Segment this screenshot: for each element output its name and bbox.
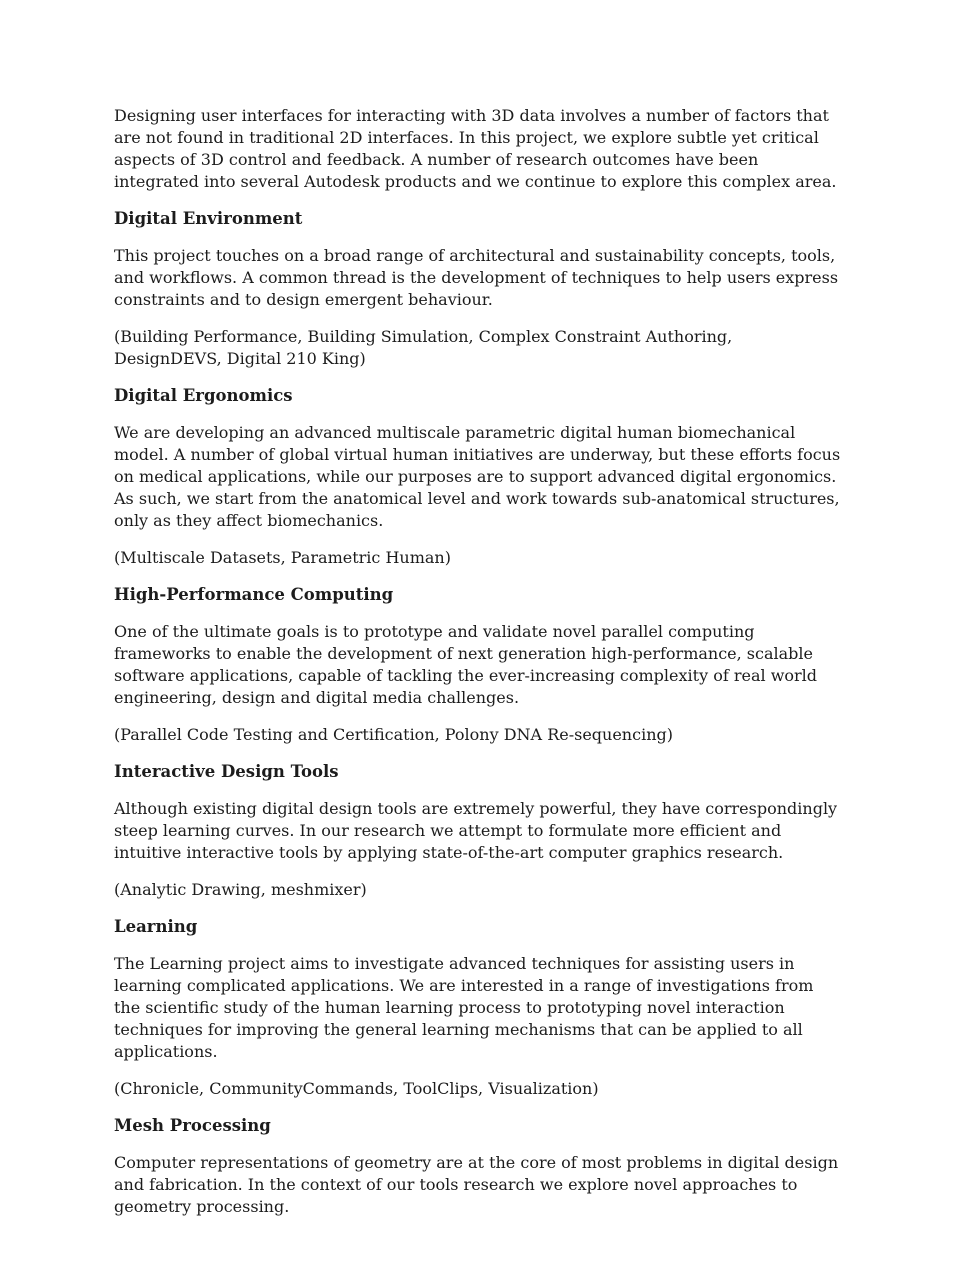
- section-title: Digital Ergonomics: [114, 386, 293, 405]
- section-body: One of the ultimate goals is to prototype and validate novel parallel computing frameworks to enable the development of next generation high-performance, scalable software applications, capable of tackling the ever-increasing complexity of real world engineering, design and digital media challenges.: [114, 622, 818, 707]
- section-digital-environment: [114, 208, 842, 370]
- section-body: We are developing an advanced multiscale parametric digital human biomechanical model. A number of global virtual human initiatives are underway, but these efforts focus on medical applications, while our purposes are to support advanced digital ergonomics. As such, we start from the anatomical level and work towards sub-anatomical structures, only as they affect biomechanics.: [114, 423, 841, 530]
- section-projects: (Chronicle, CommunityCommands, ToolClips, Visualization): [114, 1079, 599, 1098]
- section-interactive-design-tools: [114, 761, 842, 901]
- section-body: This project touches on a broad range of architectural and sustainability concepts, tools, and workflows. A common thread is the development of techniques to help users express constraints and to design emergent behaviour.: [114, 246, 839, 309]
- section-digital-ergonomics: [114, 385, 842, 569]
- section-body: Although existing digital design tools are extremely powerful, they have correspondingly steep learning curves. In our research we attempt to formulate more efficient and intuitive interactive tools by applying state-of-the-art computer graphics research.: [114, 799, 838, 862]
- section-title: Interactive Design Tools: [114, 762, 339, 781]
- section-learning: [114, 916, 842, 1100]
- section-projects: (Parallel Code Testing and Certification, Polony DNA Re-sequencing): [114, 725, 673, 744]
- section-title: Learning: [114, 917, 198, 936]
- section-title: Digital Environment: [114, 209, 303, 228]
- section-body: Computer representations of geometry are at the core of most problems in digital design and fabrication. In the context of our tools research we explore novel approaches to geometry processing.: [114, 1153, 839, 1216]
- section-mesh-processing: [114, 1115, 842, 1218]
- section-projects: (Building Performance, Building Simulation, Complex Constraint Authoring, DesignDEVS, Digital 210 King): [114, 327, 733, 368]
- section-projects: (Analytic Drawing, meshmixer): [114, 880, 367, 899]
- section-title: Mesh Processing: [114, 1116, 271, 1135]
- section-title: High-Performance Computing: [114, 585, 394, 604]
- intro-paragraph: Designing user interfaces for interacting with 3D data involves a number of factors that are not found in traditional 2D interfaces. In this project, we explore subtle yet critical aspects of 3D control and feedback. A number of research outcomes have been integrated into several Autodesk products and we continue to explore this complex area.: [114, 106, 837, 191]
- section-high-performance-computing: [114, 584, 842, 746]
- section-body: The Learning project aims to investigate advanced techniques for assisting users in learning complicated applications. We are interested in a range of investigations from the scientific study of the human learning process to prototyping novel interaction techniques for improving the general learning mechanisms that can be applied to all applications.: [114, 954, 814, 1061]
- section-projects: (Multiscale Datasets, Parametric Human): [114, 548, 451, 567]
